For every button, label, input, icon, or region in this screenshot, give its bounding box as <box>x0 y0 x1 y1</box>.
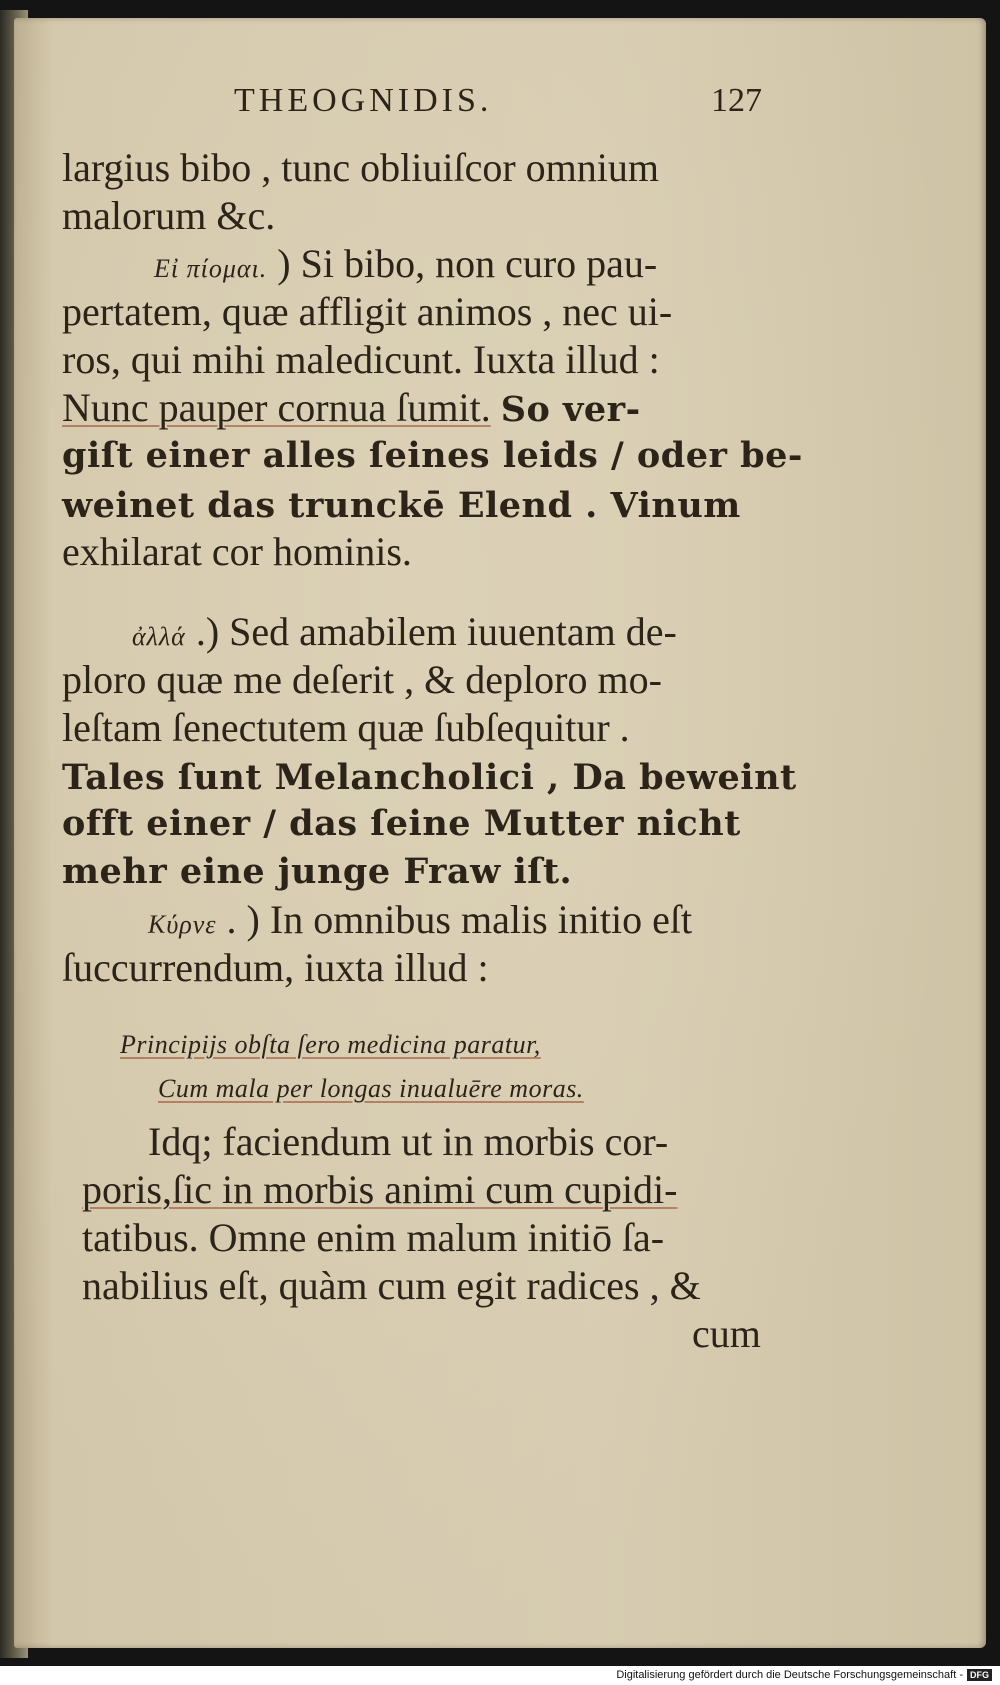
greek-lemma: Κύρνε <box>148 910 217 939</box>
text-line-2: malorum &c. <box>62 193 276 238</box>
text-line-20: tatibus. Omne enim malum initiō ſa- <box>82 1215 665 1260</box>
text-line-16 <box>148 896 692 949</box>
text-line-3-body: ) Si bibo, non curo pau- <box>277 241 658 286</box>
page-number: 127 <box>711 82 762 119</box>
page-header <box>234 82 762 132</box>
text-line-13-body: Tales ſunt Melancholici , Da beweint <box>62 757 797 798</box>
text-line-18: Idq; faciendum ut in morbis cor- <box>148 1119 669 1164</box>
dfg-logo-icon: DFG <box>967 1669 992 1681</box>
text-line-3 <box>154 240 657 293</box>
text-line-15: mehr eine junge Fraw iſt. <box>62 851 573 892</box>
text-line-14: offt einer / das ſeine Mutter nicht <box>62 803 741 844</box>
text-line-8 <box>62 480 741 530</box>
text-line-17: ſuccurrendum, iuxta illud : <box>62 945 489 990</box>
running-head: THEOGNIDIS. <box>234 82 493 119</box>
text-line-4: pertatem, quæ affligit animos , nec ui- <box>62 289 673 334</box>
text-line-5: ros, qui mihi maledicunt. Iuxta illud : <box>62 337 660 382</box>
text-line-13 <box>62 752 797 802</box>
text-line-21: nabilius eſt, quàm cum egit radices , & <box>82 1263 701 1308</box>
verse-line-2: Cum mala per longas inualuēre moras. <box>158 1074 584 1103</box>
verse-line-1: Principijs obſta ſero medicina paratur, <box>120 1030 541 1059</box>
text-line-7: giſt einer alles ſeines leids / oder be- <box>62 435 803 476</box>
text-line-19-body: poris,ſic in morbis animi cum cupidi- <box>82 1167 678 1212</box>
book-page <box>14 18 986 1648</box>
text-line-9: exhilarat cor hominis. <box>62 529 412 574</box>
text-line-19 <box>82 1166 677 1214</box>
underlined-quote: Nunc pauper cornua ſumit. <box>62 385 491 430</box>
footer-credit: Digitalisierung gefördert durch die Deutsche Forschungsgemeinschaft - <box>616 1669 963 1681</box>
text-line-16-body: . ) In omnibus malis initio eſt <box>226 897 693 942</box>
text-line-1: largius bibo , tunc obliuiſcor omnium <box>62 145 659 190</box>
greek-lemma: Εἰ πίομαι. <box>154 254 268 283</box>
digitization-footer <box>616 1669 992 1681</box>
greek-lemma: ἀλλά <box>132 622 186 651</box>
text-line-6 <box>62 384 641 434</box>
text-line-10 <box>132 608 677 661</box>
fraktur-phrase: So ver- <box>500 389 641 430</box>
text-line-12: leſtam ſenectutem quæ ſubſequitur . <box>62 705 630 750</box>
catchword: cum <box>692 1311 761 1356</box>
text-line-8-body: weinet das trunckē Elend . Vinum <box>62 485 741 526</box>
text-line-11: ploro quæ me deſerit , & deploro mo- <box>62 657 662 702</box>
text-line-10-body: .) Sed amabilem iuuentam de- <box>195 609 677 654</box>
